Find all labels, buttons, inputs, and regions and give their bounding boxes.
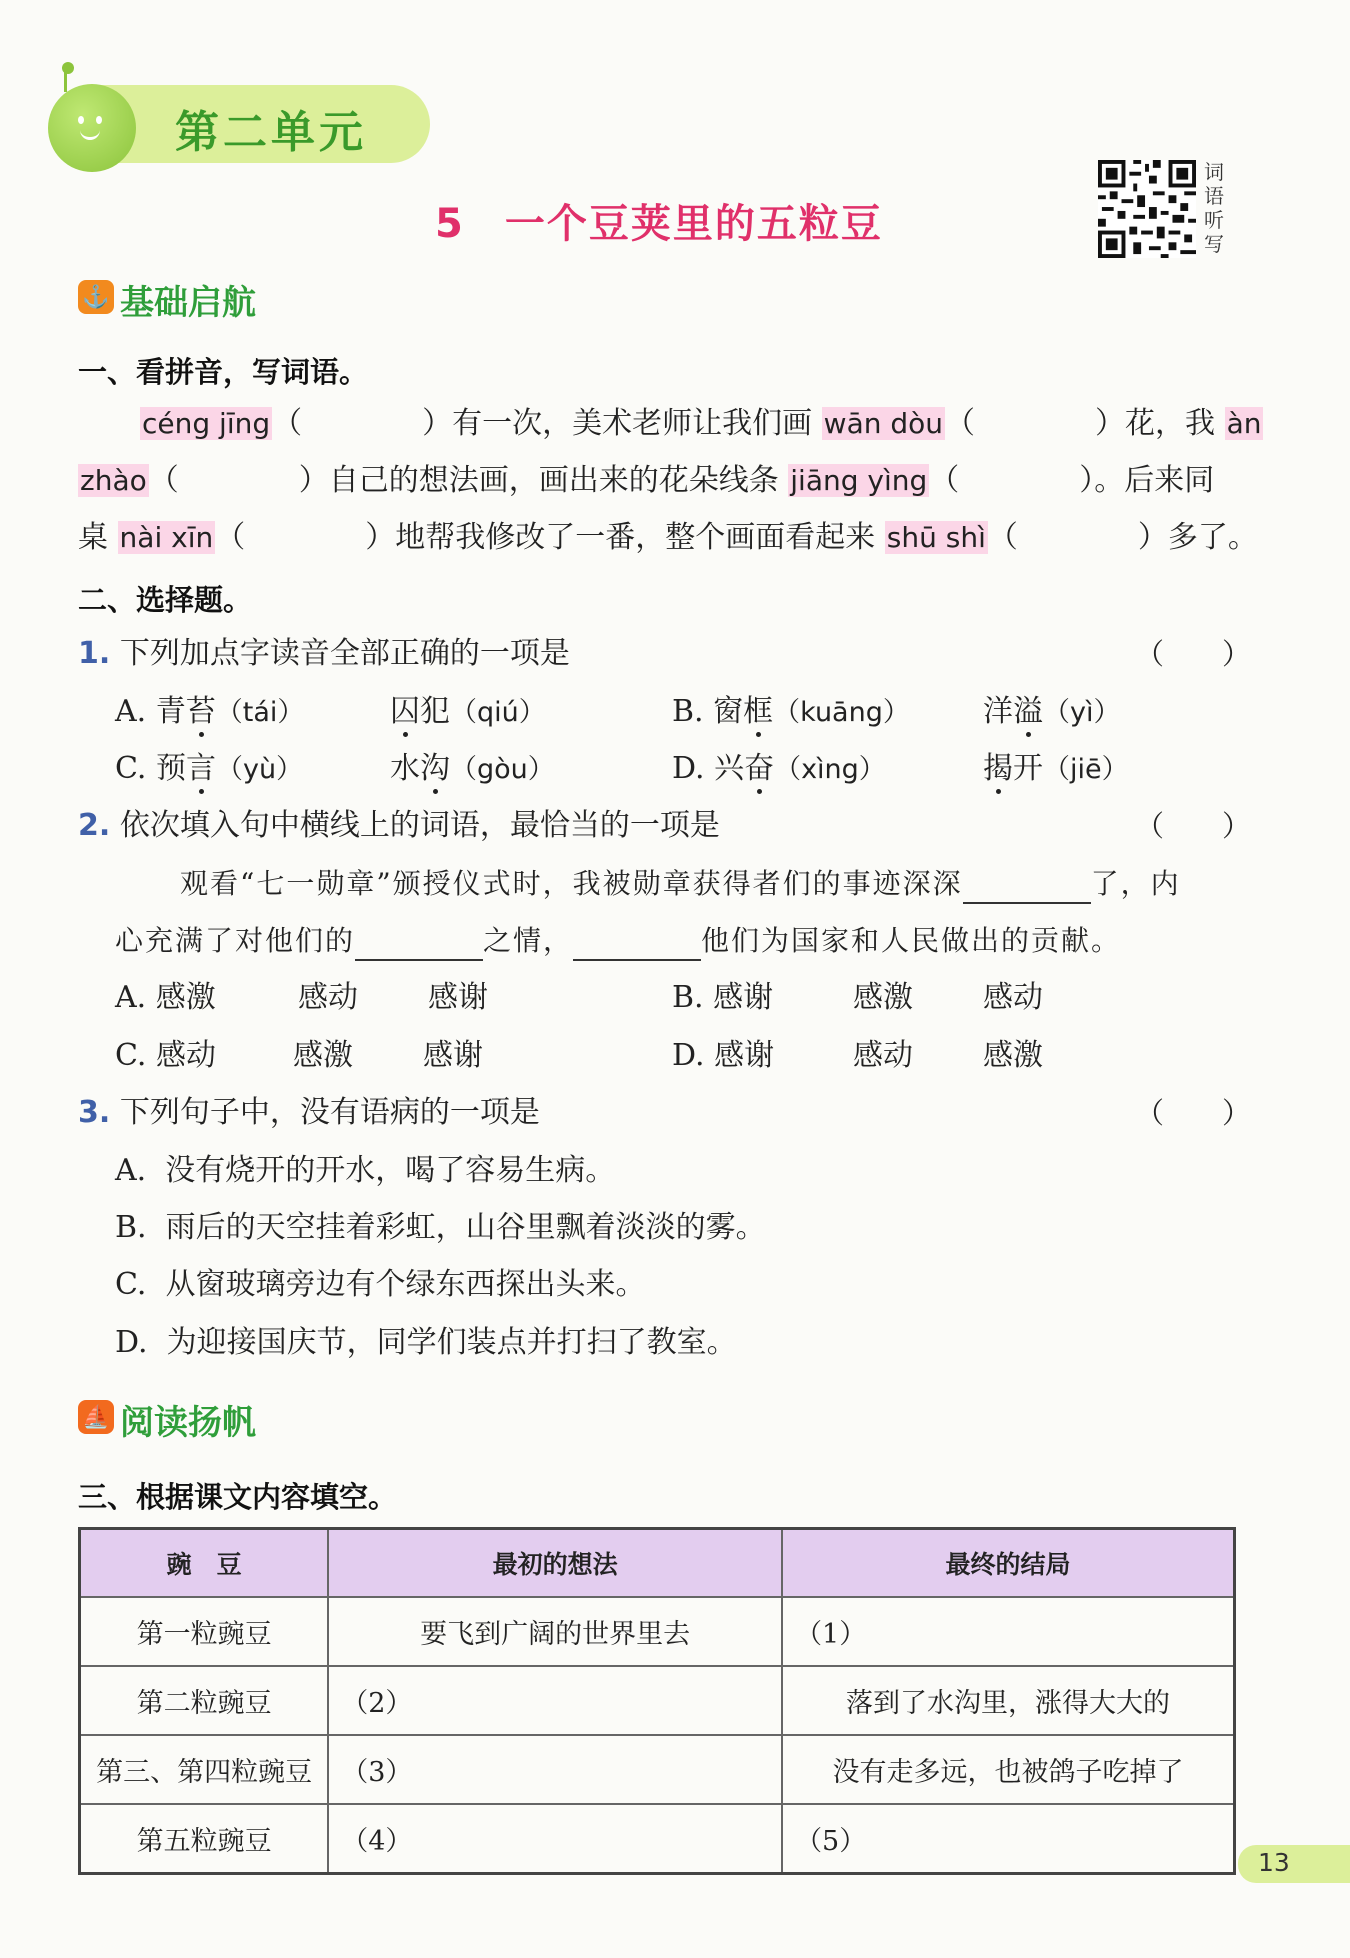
option-word: 感谢 [428,980,488,1015]
answer-cell[interactable]: （1） [782,1597,1234,1666]
pinyin-word: jiāng yìng [790,464,928,497]
question-number: 1. [78,636,111,671]
anchor-icon: ⚓ [78,280,114,314]
option-a[interactable]: A. 感激 [115,980,216,1015]
page-number-tab [1238,1845,1350,1883]
option-d-2: 揭开（jiē） [983,751,1129,786]
option-b-2: 洋溢（yì） [983,694,1121,729]
option-d[interactable]: D. 感谢 [672,1038,775,1073]
table-header-row [80,1529,1235,1598]
option-word: 感动 [853,1038,913,1073]
answer-bracket[interactable]: （ ） [1135,809,1252,843]
option-word: 感动 [983,980,1043,1015]
column-header: 豌 豆 [80,1529,329,1598]
option-c[interactable]: C. 预言（yù） [115,751,304,786]
fill-in-table [78,1527,1236,1875]
pinyin-word: nài xīn [119,521,214,554]
sentence-text: （ ）自己的想法画，画出来的花朵线条 [148,463,789,498]
option-b[interactable]: B. 窗框（kuāng） [672,694,910,729]
sentence-text: （ ）有一次，美术老师让我们画 [272,406,822,441]
option-b[interactable]: B. 雨后的天空挂着彩虹，山谷里飘着淡淡的雾。 [115,1210,766,1245]
option-word: 感动 [298,980,358,1015]
option-b[interactable]: B. 感谢 [672,980,774,1015]
pinyin-word: shū shì [886,521,986,554]
answer-bracket[interactable]: （ ） [1135,1096,1252,1130]
page-number: 13 [1258,1848,1290,1877]
table-row [80,1735,1235,1804]
table-cell: 第二粒豌豆 [80,1666,329,1735]
sentence-text: 桌 [78,520,118,555]
choice-question-1 [78,634,570,674]
sentence-text: （ ）多了。 [987,520,1258,555]
pinyin-line-1 [140,404,1263,444]
sentence-text: （ ）花，我 [945,406,1225,441]
option-word: 感谢 [423,1038,483,1073]
mascot-antenna-ball [62,62,74,74]
passage-line-1: 观看“七一勋章”颁授仪式时，我被勋章获得者们的事迹深深 了，内 [180,864,1181,904]
lesson-name: 一个豆荚里的五粒豆 [504,201,883,247]
pinyin-word: àn [1226,407,1262,440]
sail-icon: ⛵ [78,1400,114,1434]
table-cell: 第五粒豌豆 [80,1804,329,1874]
answer-cell[interactable]: （5） [782,1804,1234,1874]
option-c[interactable]: C. 从窗玻璃旁边有个绿东西探出头来。 [115,1267,646,1302]
option-a[interactable]: A. 青苔（tái） [115,694,305,729]
table-cell: 没有走多远，也被鸽子吃掉了 [782,1735,1234,1804]
table-cell: 要飞到广阔的世界里去 [328,1597,782,1666]
qr-code-icon[interactable] [1098,160,1196,258]
lesson-title [435,192,883,249]
column-header: 最初的想法 [328,1529,782,1598]
pinyin-word: wān dòu [823,407,944,440]
option-word: 感激 [853,980,913,1015]
question-stem: 依次填入句中横线上的词语，最恰当的一项是 [119,808,720,843]
passage-line-2: 心充满了对他们的 之情， 他们为国家和人民做出的贡献。 [115,921,1121,961]
pinyin-word: céng jīng [142,407,271,440]
mascot-eye [96,116,102,124]
option-a-2: 囚犯（qiú） [390,694,546,729]
table-cell: 第一粒豌豆 [80,1597,329,1666]
choice-question-3 [78,1093,540,1133]
question-heading-1: 一、看拼音，写词语。 [78,355,369,389]
option-word: 感激 [983,1038,1043,1073]
pinyin-word: zhào [80,464,147,497]
table-row [80,1597,1235,1666]
question-heading-2: 二、选择题。 [78,583,253,617]
table-row [80,1666,1235,1735]
answer-cell[interactable]: （2） [328,1666,782,1735]
option-d[interactable]: D. 为迎接国庆节，同学们装点并打扫了教室。 [115,1325,737,1360]
answer-bracket[interactable]: （ ） [1135,637,1252,671]
pinyin-line-2 [78,461,1214,501]
answer-cell[interactable]: （3） [328,1735,782,1804]
table-cell: 落到了水沟里，涨得大大的 [782,1666,1234,1735]
section-title-basics: 基础启航 [120,283,256,323]
sentence-text: （ ）。后来同 [929,463,1215,498]
section-title-reading: 阅读扬帆 [120,1403,256,1443]
question-number: 3. [78,1095,111,1130]
option-c[interactable]: C. 感动 [115,1038,216,1073]
fill-blank[interactable] [573,929,701,961]
column-header: 最终的结局 [782,1529,1234,1598]
table-cell: 第三、第四粒豌豆 [80,1735,329,1804]
table-row [80,1804,1235,1874]
question-number: 2. [78,808,111,843]
lesson-number: 5 [435,201,465,247]
option-d[interactable]: D. 兴奋（xìng） [672,751,886,786]
qr-label: 词语听写 [1204,160,1224,256]
option-a[interactable]: A. 没有烧开的开水，喝了容易生病。 [115,1153,616,1188]
pinyin-line-3 [78,518,1258,558]
answer-cell[interactable]: （4） [328,1804,782,1874]
question-stem: 下列句子中，没有语病的一项是 [119,1095,540,1130]
option-word: 感激 [293,1038,353,1073]
fill-blank[interactable] [963,872,1091,904]
fill-blank[interactable] [355,929,483,961]
sentence-text: （ ）地帮我修改了一番，整个画面看起来 [215,520,885,555]
question-stem: 下列加点字读音全部正确的一项是 [119,636,570,671]
mascot-eye [78,116,84,124]
choice-question-2 [78,806,720,846]
question-heading-3: 三、根据课文内容填空。 [78,1480,398,1514]
unit-title: 第二单元 [175,107,367,158]
option-c-2: 水沟（gòu） [390,751,555,786]
